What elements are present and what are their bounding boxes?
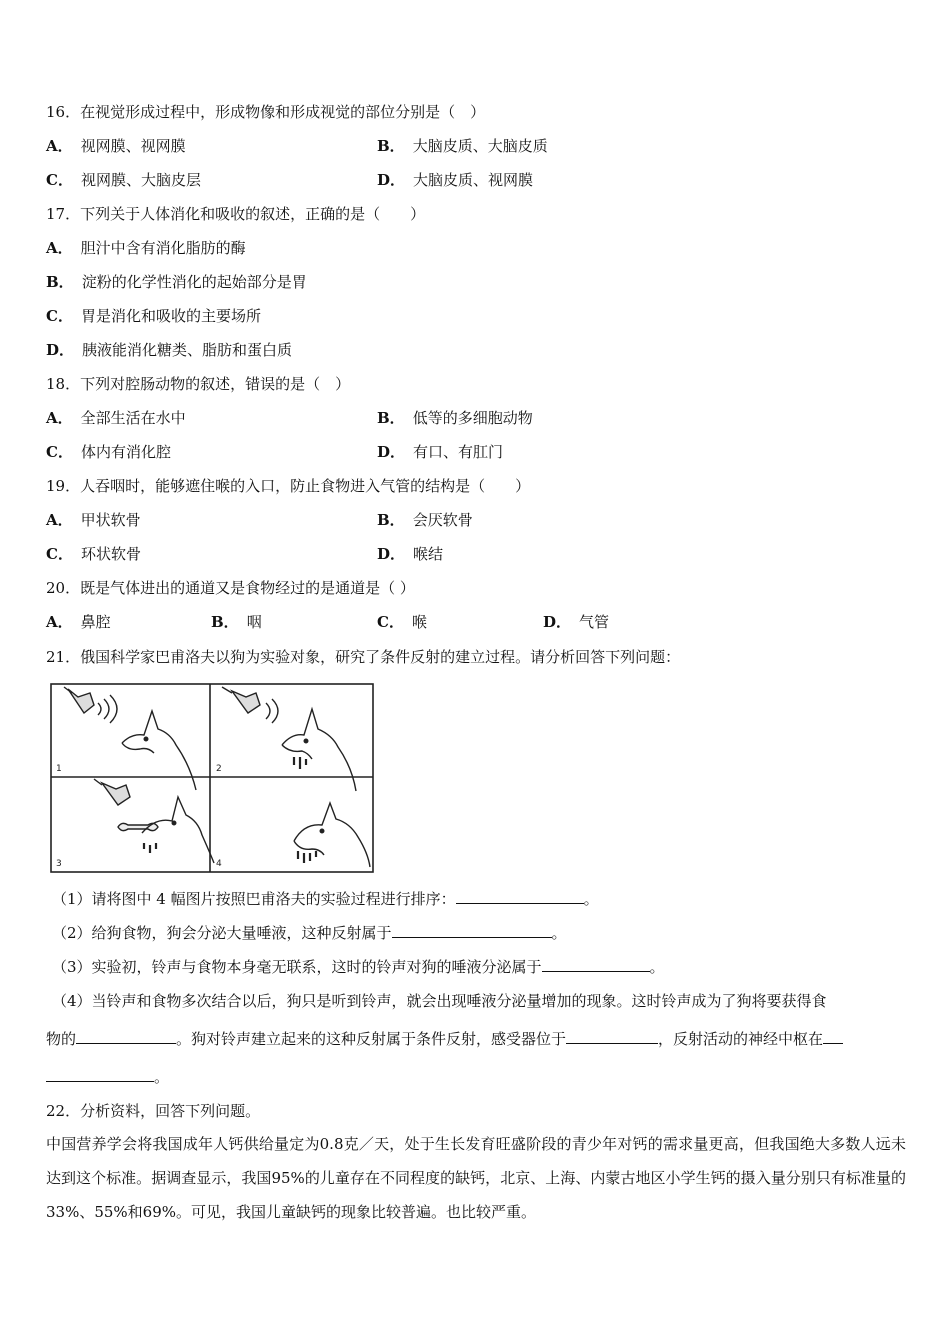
q22-stem: 22．分析资料，回答下列问题。 bbox=[46, 1102, 261, 1120]
option-label: C． bbox=[46, 307, 73, 325]
bell-handle bbox=[64, 687, 72, 693]
saliva-drops bbox=[294, 757, 306, 769]
q16-stem: 16．在视觉形成过程中，形成物像和形成视觉的部位分别是（ ） bbox=[46, 103, 486, 121]
q17-option-d bbox=[46, 340, 292, 360]
sub2-text: （2）给狗食物，狗会分泌大量唾液，这种反射属于 bbox=[52, 924, 392, 942]
sub4-answer-blank-1[interactable] bbox=[76, 1029, 176, 1044]
q17-option-a bbox=[46, 238, 246, 258]
panel-2-number: 2 bbox=[216, 764, 222, 774]
q21-sub1 bbox=[52, 889, 912, 909]
sub4-answer-blank-3a[interactable] bbox=[823, 1029, 843, 1044]
q18-option-a bbox=[46, 408, 186, 428]
sub4-text-a: 物的 bbox=[46, 1030, 77, 1048]
panel-3-bell-food-dog bbox=[94, 779, 214, 863]
option-text: 气管 bbox=[579, 613, 610, 631]
option-label: A． bbox=[46, 137, 73, 155]
q16-option-a bbox=[46, 136, 186, 156]
dog-outline bbox=[294, 803, 370, 867]
q20-stem: 20．既是气体进出的通道又是食物经过的是通道是（ ） bbox=[46, 579, 415, 597]
sub2-end: 。 bbox=[551, 924, 567, 942]
option-text: 胰液能消化糖类、脂肪和蛋白质 bbox=[82, 341, 293, 359]
option-label: B． bbox=[377, 511, 405, 529]
option-label: D． bbox=[377, 171, 406, 189]
option-text: 咽 bbox=[246, 613, 262, 631]
q19-option-a bbox=[46, 510, 141, 530]
panel-4-drool-dog bbox=[294, 803, 370, 867]
option-label: C． bbox=[46, 545, 73, 563]
option-text: 视网膜、大脑皮层 bbox=[80, 171, 201, 189]
dog-snout bbox=[282, 745, 312, 759]
option-text: 大脑皮质、大脑皮质 bbox=[412, 137, 548, 155]
q20-option-d bbox=[543, 612, 609, 632]
q20-option-a bbox=[46, 612, 111, 632]
q18-stem: 18．下列对腔肠动物的叙述，错误的是（ ） bbox=[46, 375, 351, 393]
dog-eye bbox=[144, 737, 148, 741]
option-label: C． bbox=[377, 613, 404, 631]
q20-option-c bbox=[377, 612, 427, 632]
option-text: 环状软骨 bbox=[80, 545, 141, 563]
q19-option-d bbox=[377, 544, 443, 564]
dog-snout bbox=[122, 743, 154, 753]
option-label: B． bbox=[46, 273, 74, 291]
q20-option-b bbox=[211, 612, 262, 632]
q18-option-c bbox=[46, 442, 171, 462]
q21-sub3 bbox=[52, 957, 912, 977]
q22-paragraph: 中国营养学会将我国成年人钙供给量定为0.8克／天，处于生长发育旺盛阶段的青少年对钙的需求量更高，但我国绝大多数人远未达到这个标准。据调查显示，我国95%的儿童存在不同程度的缺钙，北京、上海、内蒙古地区小学生钙的摄入量分别只有标准量的33%、55%和69%。可见，我国儿童缺钙的现象比较普遍。也比较严重。 bbox=[46, 1135, 906, 1221]
sub3-answer-blank[interactable] bbox=[542, 957, 650, 972]
sub4-answer-blank-3b[interactable] bbox=[46, 1067, 154, 1082]
q21-stem: 21．俄国科学家巴甫洛夫以狗为实验对象，研究了条件反射的建立过程。请分析回答下列问题： bbox=[46, 648, 681, 666]
dog-eye bbox=[304, 739, 308, 743]
panel-3-number: 3 bbox=[56, 859, 62, 869]
bell-icon bbox=[102, 783, 130, 805]
q16-option-b bbox=[377, 136, 548, 156]
option-text: 喉结 bbox=[413, 545, 444, 563]
sub3-end: 。 bbox=[649, 958, 665, 976]
option-label: B． bbox=[211, 613, 239, 631]
sound-wave-icon bbox=[98, 695, 117, 723]
option-label: C． bbox=[46, 171, 73, 189]
option-label: B． bbox=[377, 137, 405, 155]
option-text: 视网膜、视网膜 bbox=[80, 137, 186, 155]
option-text: 大脑皮质、视网膜 bbox=[413, 171, 534, 189]
q16-option-c bbox=[46, 170, 201, 190]
option-text: 低等的多细胞动物 bbox=[412, 409, 533, 427]
sub4-answer-blank-2[interactable] bbox=[566, 1029, 658, 1044]
option-label: D． bbox=[377, 443, 406, 461]
sub1-answer-blank[interactable] bbox=[456, 889, 584, 904]
option-text: 体内有消化腔 bbox=[80, 443, 171, 461]
option-text: 胆汁中含有消化脂肪的酶 bbox=[80, 239, 246, 257]
option-text: 甲状软骨 bbox=[80, 511, 141, 529]
option-text: 有口、有肛门 bbox=[413, 443, 504, 461]
dog-eye bbox=[172, 821, 176, 825]
pavlov-dog-experiment-figure bbox=[50, 683, 374, 873]
sub1-end: 。 bbox=[583, 890, 599, 908]
q17-stem: 17．下列关于人体消化和吸收的叙述，正确的是（ ） bbox=[46, 205, 426, 223]
option-label: D． bbox=[543, 613, 572, 631]
q21-sub4-line1: （4）当铃声和食物多次结合以后，狗只是听到铃声，就会出现唾液分泌量增加的现象。这时铃声成为了狗将要获得食 bbox=[52, 992, 827, 1010]
option-label: B． bbox=[377, 409, 405, 427]
sub2-answer-blank[interactable] bbox=[392, 923, 552, 938]
option-text: 喉 bbox=[411, 613, 427, 631]
option-label: C． bbox=[46, 443, 73, 461]
option-text: 鼻腔 bbox=[80, 613, 111, 631]
q19-option-c bbox=[46, 544, 141, 564]
option-text: 会厌软骨 bbox=[412, 511, 473, 529]
saliva-drops bbox=[298, 851, 316, 863]
sub1-text: （1）请将图中 4 幅图片按照巴甫洛夫的实验过程进行排序： bbox=[52, 890, 456, 908]
q21-sub2 bbox=[52, 923, 912, 943]
sub3-text: （3）实验初，铃声与食物本身毫无联系，这时的铃声对狗的唾液分泌属于 bbox=[52, 958, 542, 976]
figure-frame bbox=[51, 684, 373, 872]
option-label: A． bbox=[46, 239, 73, 257]
bell-icon bbox=[232, 691, 260, 713]
option-text: 全部生活在水中 bbox=[80, 409, 186, 427]
option-label: A． bbox=[46, 409, 73, 427]
panel-2-bell-drool-dog bbox=[222, 687, 356, 791]
dog-eye bbox=[320, 829, 324, 833]
option-label: A． bbox=[46, 613, 73, 631]
sub4-text-c: ，反射活动的神经中枢在 bbox=[658, 1030, 824, 1048]
saliva-drops bbox=[144, 843, 156, 853]
q17-option-c bbox=[46, 306, 261, 326]
panel-1-number: 1 bbox=[56, 764, 62, 774]
option-label: D． bbox=[377, 545, 406, 563]
option-label: D． bbox=[46, 341, 75, 359]
option-text: 淀粉的化学性消化的起始部分是胃 bbox=[81, 273, 307, 291]
panel-4-number: 4 bbox=[216, 859, 222, 869]
sub4-end: 。 bbox=[154, 1068, 170, 1086]
sound-wave-icon bbox=[266, 699, 278, 723]
panel-1-bell-dog bbox=[64, 687, 196, 790]
option-label: A． bbox=[46, 511, 73, 529]
q18-option-d bbox=[377, 442, 503, 462]
dog-outline bbox=[282, 709, 356, 791]
q21-sub4-line2 bbox=[46, 1029, 843, 1049]
option-text: 胃是消化和吸收的主要场所 bbox=[80, 307, 261, 325]
q19-stem: 19．人吞咽时，能够遮住喉的入口，防止食物进入气管的结构是（ ） bbox=[46, 477, 531, 495]
dog-outline bbox=[122, 711, 196, 790]
q19-option-b bbox=[377, 510, 473, 530]
q16-option-d bbox=[377, 170, 533, 190]
sub4-text-b: 。狗对铃声建立起来的这种反射属于条件反射，感受器位于 bbox=[176, 1030, 567, 1048]
q21-sub4-line3 bbox=[46, 1067, 169, 1087]
q18-option-b bbox=[377, 408, 533, 428]
q17-option-b bbox=[46, 272, 307, 292]
